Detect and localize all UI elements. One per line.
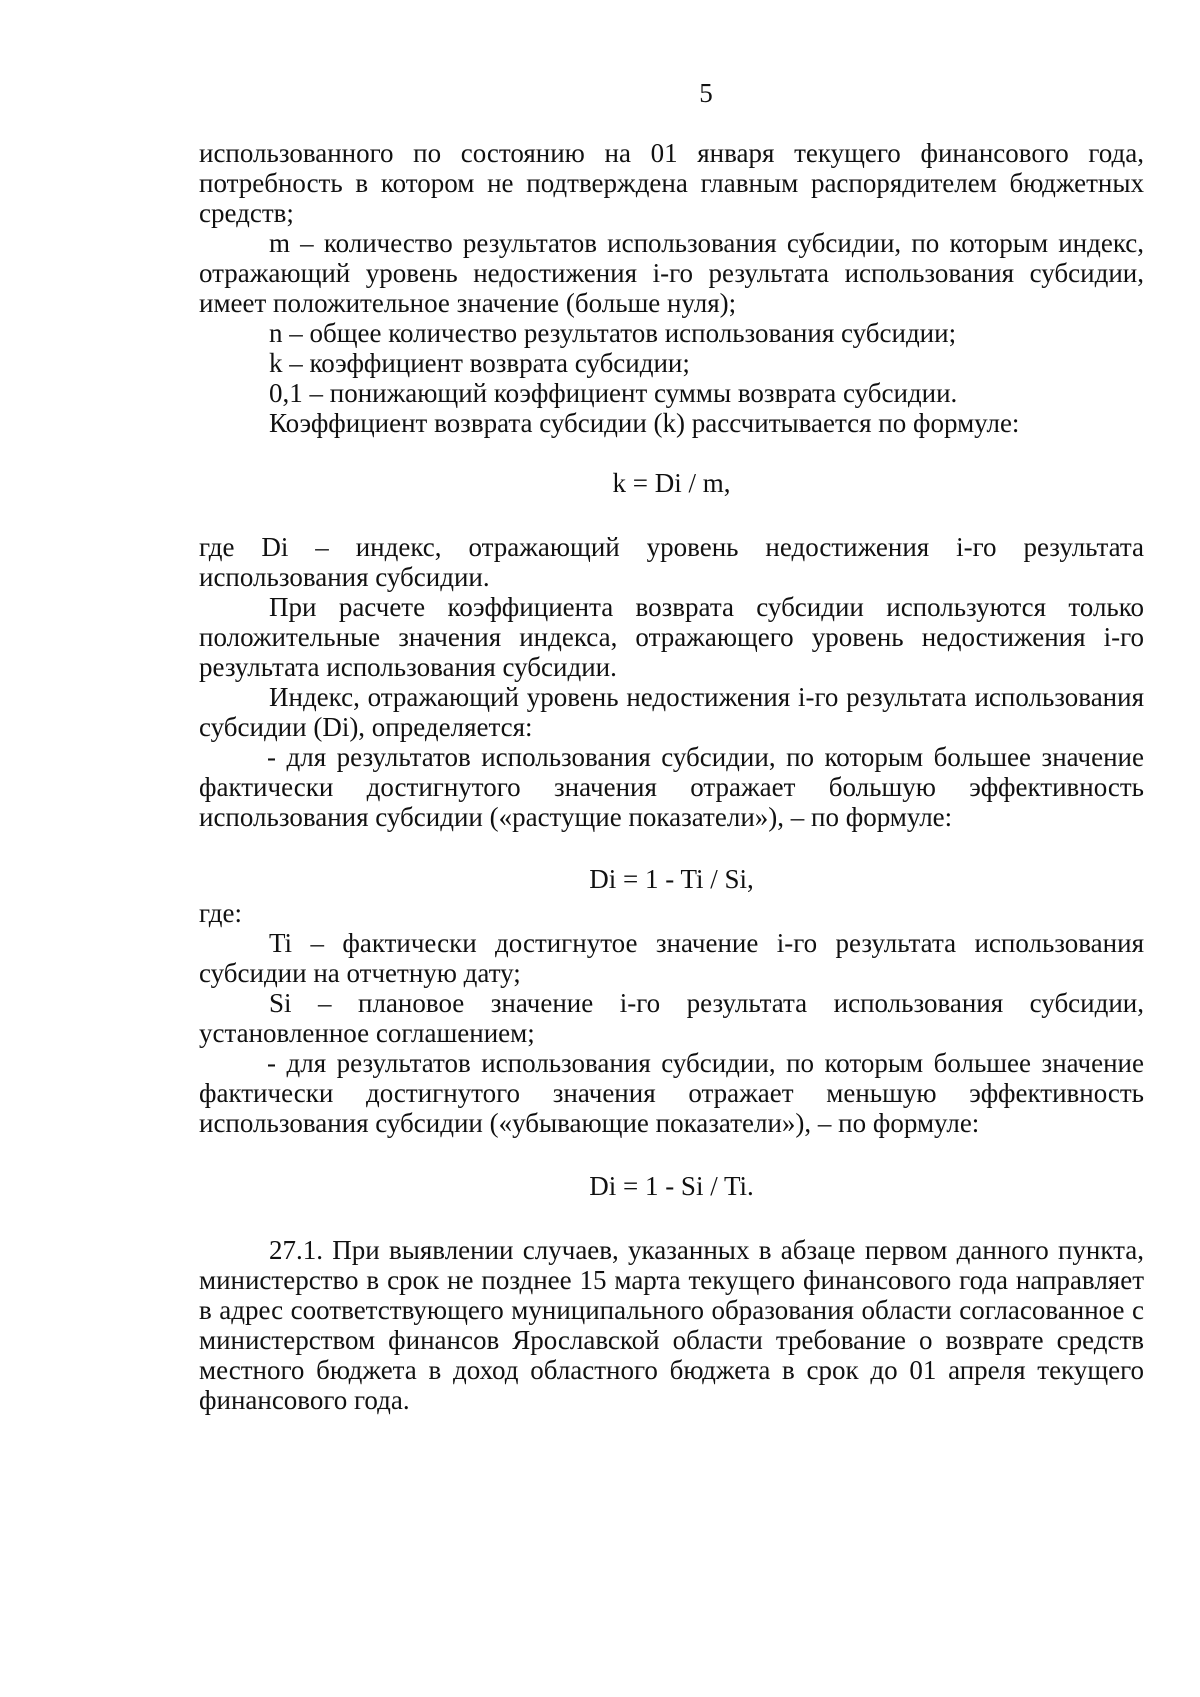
definition-n: n – общее количество результатов использования субсидии; xyxy=(269,318,957,348)
definition-coefficient: 0,1 – понижающий коэффициент суммы возврата субсидии. xyxy=(269,378,958,408)
list-item-decreasing: - для результатов использования субсидии, по которым большее значение фактически достигнутого значения отражает меньшую эффективность использования субсидии («убывающие показатели»), – по формуле: xyxy=(199,1048,1144,1138)
definition-di: где Di – индекс, отражающий уровень недостижения i-го результата использования субсидии. xyxy=(199,532,1144,592)
definition-k: k – коэффициент возврата субсидии; xyxy=(269,348,690,378)
formula-k: k = Di / m, xyxy=(612,468,731,498)
page-number: 5 xyxy=(699,78,713,108)
paragraph-27-1: 27.1. При выявлении случаев, указанных в абзаце первом данного пункта, министерство в срок не позднее 15 марта текущего финансового года направляет в адрес соответствующего муниципального образования области согласованное с министерством финансов Ярославской области требование о возврате средств местного бюджета в доход областного бюджета в срок до 01 апреля текущего финансового года. xyxy=(199,1235,1144,1415)
where-label: где: xyxy=(199,898,242,928)
formula-intro: Коэффициент возврата субсидии (k) рассчитывается по формуле: xyxy=(269,408,1020,438)
definition-si: Si – плановое значение i-го результата использования субсидии, установленное соглашением; xyxy=(199,988,1144,1048)
definition-m: m – количество результатов использования субсидии, по которым индекс, отражающий уровень недостижения i-го результата использования субсидии, имеет положительное значение (больше нуля); xyxy=(199,228,1144,318)
formula-di-decreasing: Di = 1 - Si / Ti. xyxy=(589,1171,754,1201)
definition-ti: Ti – фактически достигнутое значение i-го результата использования субсидии на отчетную дату; xyxy=(199,928,1144,988)
paragraph-continuation: использованного по состоянию на 01 января текущего финансового года, потребность в котором не подтверждена главным распорядителем бюджетных средств; xyxy=(199,138,1144,228)
document-body xyxy=(199,138,1144,1415)
paragraph-positive-values: При расчете коэффициента возврата субсидии используются только положительные значения индекса, отражающего уровень недостижения i-го результата использования субсидии. xyxy=(199,592,1144,682)
formula-di-growing: Di = 1 - Ti / Si, xyxy=(589,864,754,894)
list-item-growing: - для результатов использования субсидии, по которым большее значение фактически достигнутого значения отражает большую эффективность использования субсидии («растущие показатели»), – по формуле: xyxy=(199,742,1144,832)
paragraph-index-intro: Индекс, отражающий уровень недостижения i-го результата использования субсидии (Di), определяется: xyxy=(199,682,1144,742)
